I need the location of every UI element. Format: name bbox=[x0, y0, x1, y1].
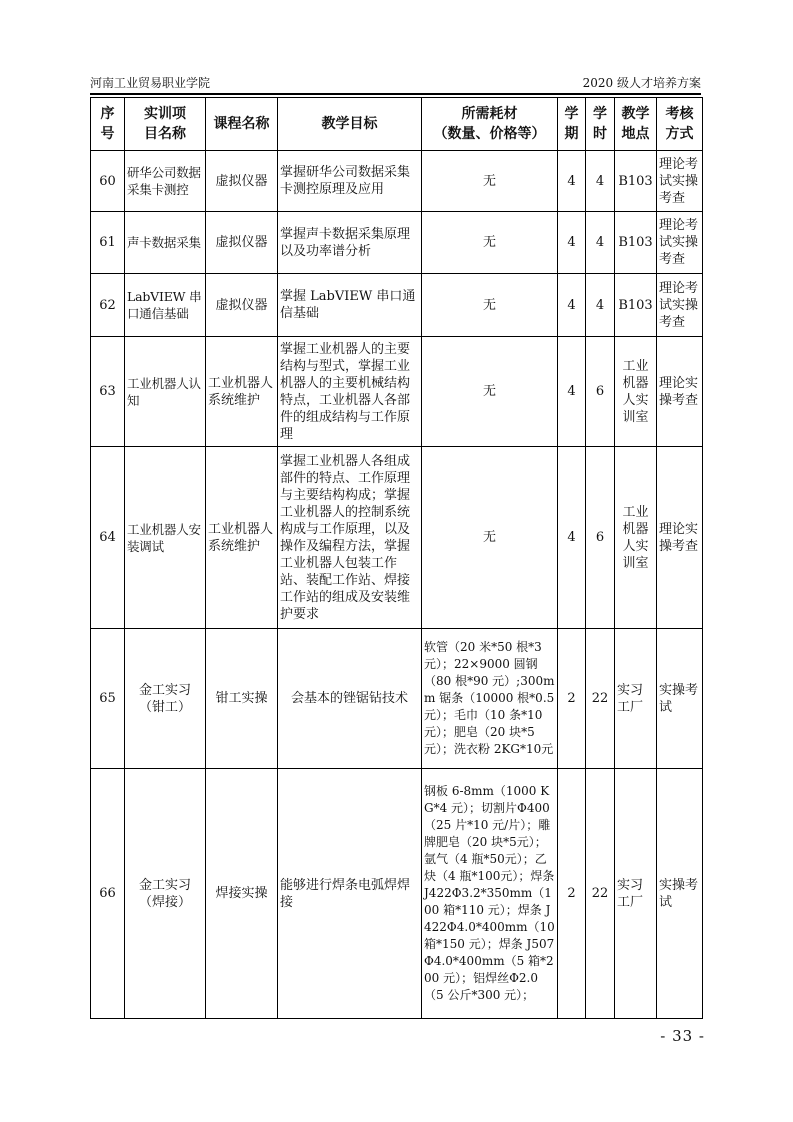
cell-course: 工业机器人系统维护 bbox=[206, 447, 278, 629]
cell-goal: 能够进行焊条电弧焊焊接 bbox=[278, 769, 422, 1019]
header-school-name: 河南工业贸易职业学院 bbox=[90, 76, 211, 90]
cell-term: 4 bbox=[558, 337, 586, 447]
table-row bbox=[91, 151, 703, 212]
cell-materials: 无 bbox=[422, 151, 558, 212]
cell-place: 工业机器人实训室 bbox=[615, 447, 657, 629]
cell-hours: 22 bbox=[586, 629, 615, 769]
cell-materials: 无 bbox=[422, 274, 558, 337]
cell-assess: 理论考试实操考查 bbox=[657, 212, 703, 274]
cell-seq: 61 bbox=[91, 212, 125, 274]
cell-term: 2 bbox=[558, 629, 586, 769]
cell-term: 4 bbox=[558, 447, 586, 629]
cell-project: LabVIEW 串口通信基础 bbox=[125, 274, 206, 337]
cell-course: 焊接实操 bbox=[206, 769, 278, 1019]
cell-project: 金工实习（焊接） bbox=[125, 769, 206, 1019]
col-header-place: 教学 地点 bbox=[615, 98, 657, 151]
cell-goal: 掌握 LabVIEW 串口通信基础 bbox=[278, 274, 422, 337]
cell-place: B103 bbox=[615, 212, 657, 274]
cell-goal: 掌握研华公司数据采集卡测控原理及应用 bbox=[278, 151, 422, 212]
table-row bbox=[91, 769, 703, 1019]
cell-materials: 钢板 6-8mm（1000 KG*4 元）；切割片Φ400（25 片*10 元/片）；雕牌肥皂（20 块*5元）；氩气（4 瓶*50元）；乙炔（4 瓶*100元）；焊条 J422Φ3.2*350mm（100 箱*110 元）；焊条 J422Φ4.0*400mm（10 箱*150 元）；焊条 J507Φ4.0*400mm（5 箱*200 元）；铝焊丝Φ2.0（5 公斤*300 元）； bbox=[422, 769, 558, 1019]
cell-assess: 实操考试 bbox=[657, 629, 703, 769]
cell-seq: 66 bbox=[91, 769, 125, 1019]
col-header-hours: 学 时 bbox=[586, 98, 615, 151]
page-number: - 33 - bbox=[660, 1027, 705, 1045]
cell-term: 4 bbox=[558, 151, 586, 212]
cell-hours: 4 bbox=[586, 274, 615, 337]
col-header-term: 学 期 bbox=[558, 98, 586, 151]
cell-place: B103 bbox=[615, 151, 657, 212]
col-header-project: 实训项 目名称 bbox=[125, 98, 206, 151]
cell-place: 实习工厂 bbox=[615, 769, 657, 1019]
cell-hours: 6 bbox=[586, 337, 615, 447]
cell-course: 虚拟仪器 bbox=[206, 212, 278, 274]
header-rule bbox=[90, 93, 701, 95]
cell-goal: 会基本的锉锯钻技术 bbox=[278, 629, 422, 769]
table-row bbox=[91, 337, 703, 447]
cell-materials: 软管（20 米*50 根*3元）；22×9000 圆钢（80 根*90 元）;300mm 锯条（10000 根*0.5元）；毛巾（10 条*10元）；肥皂（20 块*5元）；洗衣粉 2KG*10元 bbox=[422, 629, 558, 769]
cell-materials: 无 bbox=[422, 337, 558, 447]
cell-term: 4 bbox=[558, 274, 586, 337]
cell-course: 虚拟仪器 bbox=[206, 151, 278, 212]
cell-project: 研华公司数据采集卡测控 bbox=[125, 151, 206, 212]
page-header bbox=[90, 74, 701, 92]
cell-place: 实习工厂 bbox=[615, 629, 657, 769]
cell-assess: 理论考试实操考查 bbox=[657, 151, 703, 212]
cell-hours: 4 bbox=[586, 151, 615, 212]
cell-goal: 掌握声卡数据采集原理以及功率谱分析 bbox=[278, 212, 422, 274]
cell-project: 金工实习（钳工） bbox=[125, 629, 206, 769]
cell-assess: 实操考试 bbox=[657, 769, 703, 1019]
cell-term: 4 bbox=[558, 212, 586, 274]
cell-seq: 65 bbox=[91, 629, 125, 769]
cell-place: B103 bbox=[615, 274, 657, 337]
cell-materials: 无 bbox=[422, 447, 558, 629]
cell-assess: 理论实操考查 bbox=[657, 447, 703, 629]
cell-goal: 掌握工业机器人的主要结构与型式，掌握工业机器人的主要机械结构特点，工业机器人各部件的组成结构与工作原理 bbox=[278, 337, 422, 447]
cell-goal: 掌握工业机器人各组成部件的特点、工作原理与主要结构构成；掌握工业机器人的控制系统构成与工作原理，以及操作及编程方法，掌握工业机器人包装工作站、装配工作站、焊接工作站的组成及安装维护要求 bbox=[278, 447, 422, 629]
header-doc-title: 2020 级人才培养方案 bbox=[582, 76, 701, 90]
col-header-course: 课程名称 bbox=[206, 98, 278, 151]
cell-course: 工业机器人系统维护 bbox=[206, 337, 278, 447]
cell-place: 工业机器人实训室 bbox=[615, 337, 657, 447]
cell-project: 声卡数据采集 bbox=[125, 212, 206, 274]
table-row bbox=[91, 447, 703, 629]
cell-course: 虚拟仪器 bbox=[206, 274, 278, 337]
cell-seq: 63 bbox=[91, 337, 125, 447]
table-header-row bbox=[91, 98, 703, 151]
col-header-seq: 序 号 bbox=[91, 98, 125, 151]
training-table bbox=[90, 97, 703, 1019]
cell-seq: 60 bbox=[91, 151, 125, 212]
cell-assess: 理论考试实操考查 bbox=[657, 274, 703, 337]
cell-seq: 62 bbox=[91, 274, 125, 337]
table-row bbox=[91, 212, 703, 274]
cell-project: 工业机器人认知 bbox=[125, 337, 206, 447]
cell-hours: 6 bbox=[586, 447, 615, 629]
cell-hours: 4 bbox=[586, 212, 615, 274]
table-row bbox=[91, 274, 703, 337]
table-row bbox=[91, 629, 703, 769]
cell-project: 工业机器人安装调试 bbox=[125, 447, 206, 629]
cell-materials: 无 bbox=[422, 212, 558, 274]
cell-seq: 64 bbox=[91, 447, 125, 629]
col-header-materials: 所需耗材 （数量、价格等） bbox=[422, 98, 558, 151]
cell-assess: 理论实操考查 bbox=[657, 337, 703, 447]
cell-hours: 22 bbox=[586, 769, 615, 1019]
cell-course: 钳工实操 bbox=[206, 629, 278, 769]
col-header-goal: 教学目标 bbox=[278, 98, 422, 151]
cell-term: 2 bbox=[558, 769, 586, 1019]
col-header-assess: 考核 方式 bbox=[657, 98, 703, 151]
